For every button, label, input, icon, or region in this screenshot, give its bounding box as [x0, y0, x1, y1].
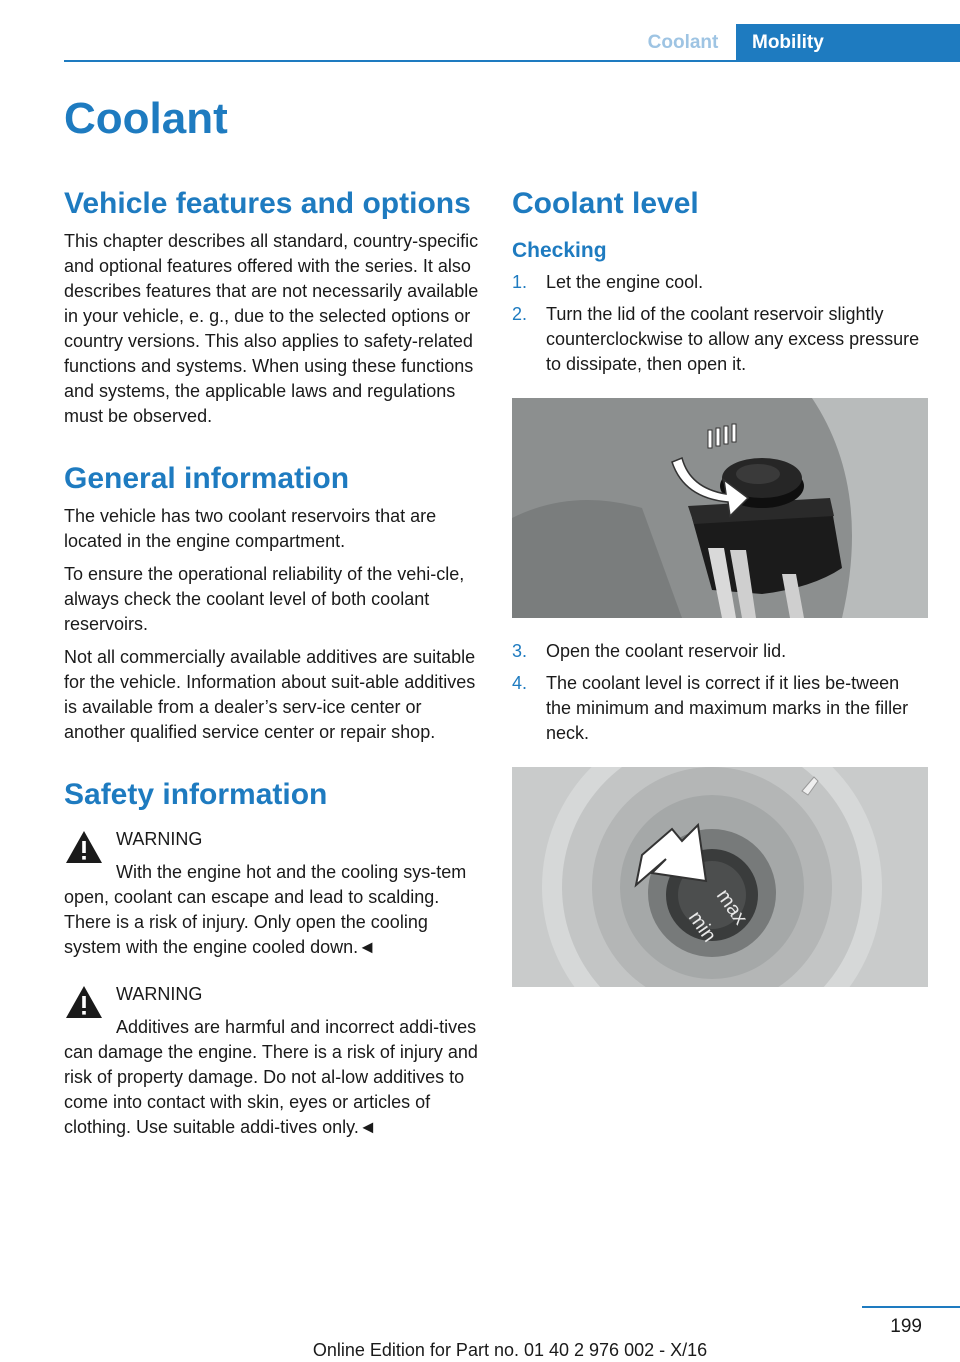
warning-label: WARNING: [116, 829, 203, 849]
right-column: [512, 186, 928, 1008]
general-info-p3: Not all commercially available additives are suitable for the vehicle. Information about suit‐able additives is available from a dealer’s serv‐ice center or another qualified service center or repair shop.: [64, 647, 476, 742]
step-text: Open the coolant reservoir lid.: [546, 641, 787, 661]
list-item: [512, 302, 928, 377]
step-number: 3.: [512, 641, 528, 661]
max-mark-label: max: [711, 885, 752, 929]
page-number: 199: [890, 1316, 922, 1337]
heading-checking: Checking: [512, 239, 607, 262]
heading-coolant-level: Coolant level: [512, 187, 699, 220]
list-item: [512, 639, 928, 664]
step-number: 4.: [512, 673, 528, 693]
heading-safety-information: Safety information: [64, 778, 328, 811]
coolant-reservoir-image: [512, 398, 928, 618]
filler-neck-image: [512, 767, 928, 987]
step-text: Let the engine cool.: [546, 272, 704, 292]
step-text: Turn the lid of the coolant reservoir slightly counterclockwise to allow any excess pressure to dissipate, then open it.: [546, 304, 920, 374]
step-text: The coolant level is correct if it lies be‐tween the minimum and maximum marks in the filler neck.: [546, 673, 909, 743]
heading-general-information: General information: [64, 462, 350, 495]
tab-mobility[interactable]: Mobility: [736, 24, 960, 61]
warning-label: WARNING: [116, 984, 203, 1004]
step-number: 2.: [512, 304, 528, 324]
edition-note: Online Edition for Part no. 01 40 2 976 002 - X/16: [312, 1340, 708, 1360]
warning-text: With the engine hot and the cooling sys‐tem open, coolant can escape and lead to scalding. There is a risk of injury. Only open the cooling system with the engine cooled down.◄: [64, 862, 467, 957]
tab-coolant[interactable]: Coolant: [630, 24, 736, 61]
list-item: [512, 671, 928, 746]
warning-triangle-icon: [64, 984, 104, 1020]
footer-divider: [862, 1306, 960, 1308]
general-info-p1: The vehicle has two coolant reservoirs that are located in the engine compartment.: [64, 506, 437, 551]
min-mark-label: min: [683, 907, 721, 947]
vehicle-features-text: This chapter describes all standard, country-specific and optional features offered with the series. It also describes features that are not necessarily available in your vehicle, e. g., due to the selected options or country versions. This also applies to safety-related functions and systems. When using these functions and systems, the applicable laws and regulations must be observed.: [64, 231, 479, 426]
step-number: 1.: [512, 272, 528, 292]
general-info-p2: To ensure the operational reliability of the vehi‐cle, always check the coolant level of both coolant reservoirs.: [64, 564, 465, 634]
list-item: [512, 270, 928, 295]
page-title: Coolant: [64, 94, 228, 143]
left-column: [64, 186, 480, 1140]
warning-text: Additives are harmful and incorrect addi‐tives can damage the engine. There is a risk of injury and risk of property damage. Do not al‐low additives to come into contact with skin, eyes or articles of clothing. Use suitable addi‐tives only.◄: [64, 1017, 478, 1137]
warning-block-1: [64, 827, 480, 960]
heading-vehicle-features: Vehicle features and options: [64, 187, 471, 220]
steps-list-1: [512, 270, 928, 377]
header-divider: [64, 60, 960, 62]
warning-block-2: [64, 982, 480, 1140]
steps-list-2: [512, 639, 928, 746]
warning-triangle-icon: [64, 829, 104, 865]
